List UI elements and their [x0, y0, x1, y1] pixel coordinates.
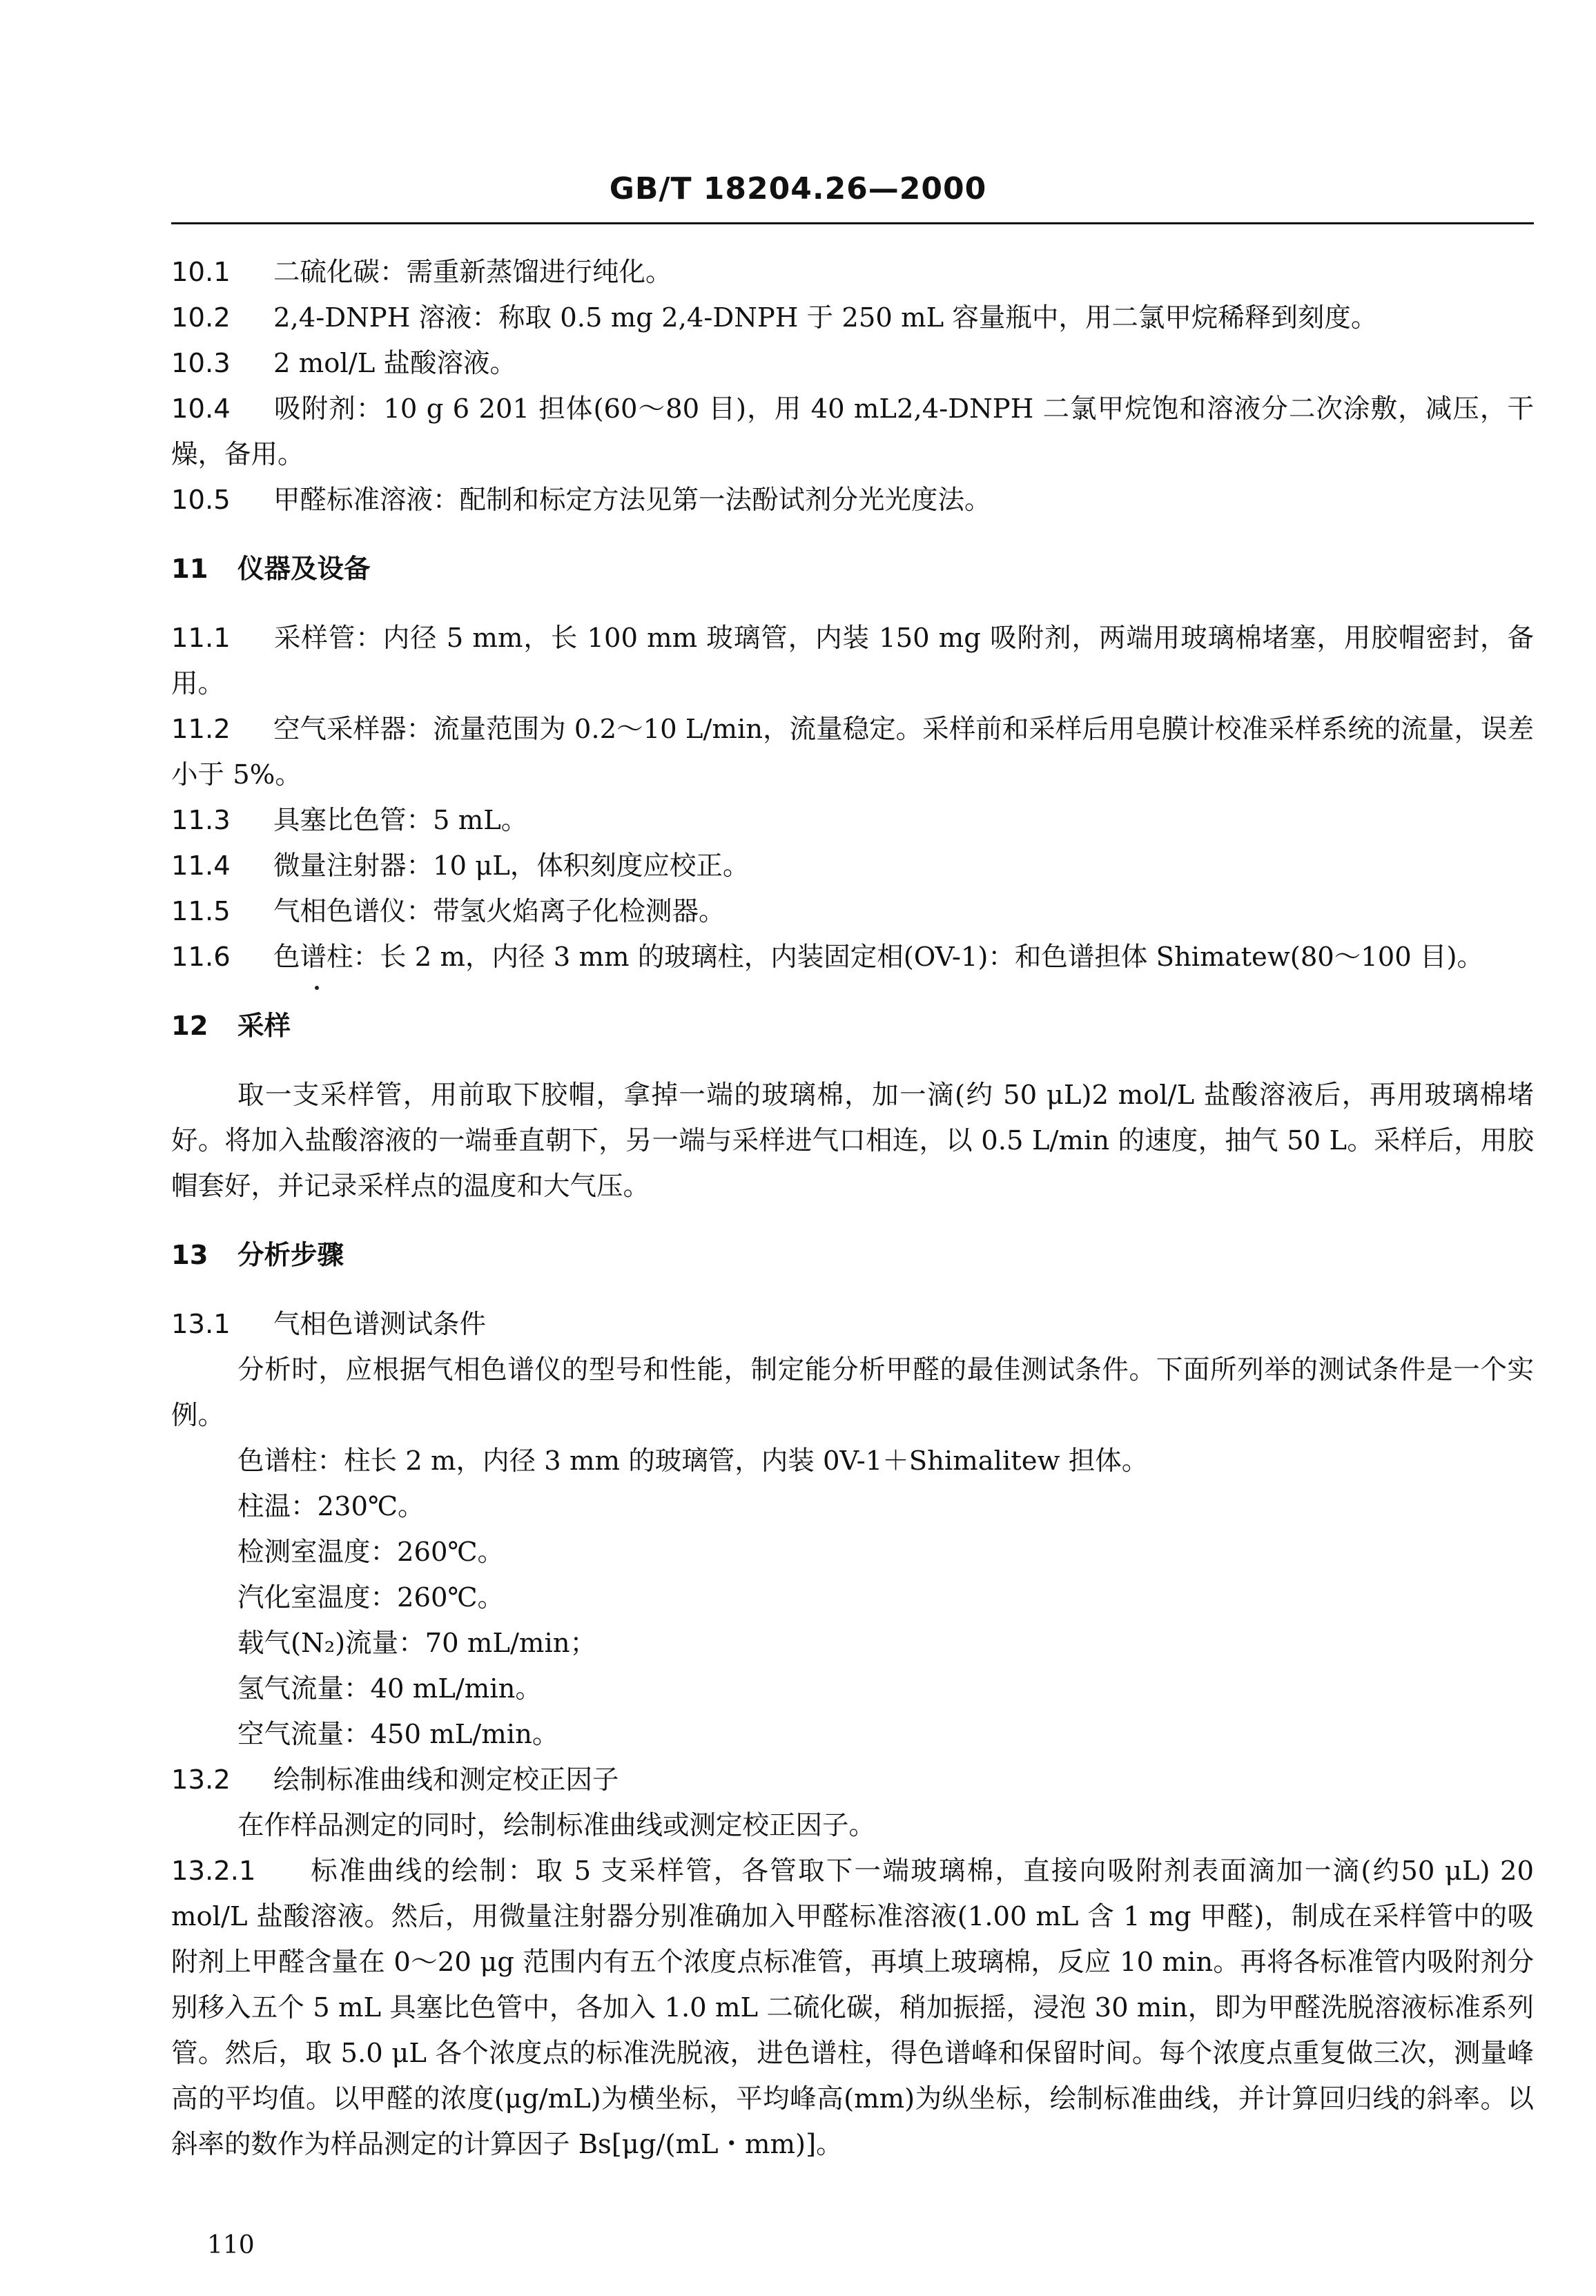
- section-number: 12: [171, 1011, 208, 1042]
- clause-text: 气相色谱测试条件: [273, 1309, 487, 1340]
- clause-10-3: [171, 341, 1534, 387]
- clause-number: 11.6: [171, 942, 231, 973]
- print-speck: [315, 986, 319, 990]
- condition-line: 载气(N₂)流量：70 mL/min；: [237, 1628, 597, 1659]
- paragraph-13-1: 分析时，应根据气相色谱仪的型号和性能，制定能分析甲醛的最佳测试条件。下面所列举的测试条件是一个实例。: [171, 1354, 1534, 1431]
- clause-text: 绘制标准曲线和测定校正因子: [273, 1764, 619, 1796]
- clause-13-2: [171, 1758, 1534, 1803]
- section-11-heading: [171, 547, 1534, 592]
- page-number: 110: [207, 2231, 255, 2259]
- condition-line: 色谱柱：柱长 2 m，内径 3 mm 的玻璃管，内装 0V-1＋Shimalitew 担体。: [237, 1446, 1149, 1477]
- clause-number: 13.2: [171, 1764, 231, 1796]
- clause-13-2-1: [171, 1849, 1534, 2168]
- paragraph-12: 取一支采样管，用前取下胶帽，拿掉一端的玻璃棉，加一滴(约 50 μL)2 mol/L 盐酸溶液后，再用玻璃棉堵好。将加入盐酸溶液的一端垂直朝下，另一端与采样进气口相连，以 0.5 L/min 的速度，抽气 50 L。采样后，用胶帽套好，并记录采样点的温度和大气压。: [171, 1080, 1534, 1202]
- condition-line: 氢气流量：40 mL/min。: [237, 1673, 542, 1704]
- clause-11-1: [171, 616, 1534, 707]
- clause-text: 吸附剂：10 g 6 201 担体(60～80 目)，用 40 mL2,4-DNPH 二氯甲烷饱和溶液分二次涂敷，减压，干燥，备用。: [171, 393, 1534, 470]
- clause-text: 2 mol/L 盐酸溶液。: [273, 348, 517, 379]
- clause-number: 11.2: [171, 714, 231, 745]
- condition-line: 汽化室温度：260℃。: [237, 1582, 505, 1613]
- section-title: 分析步骤: [237, 1240, 344, 1271]
- page-content: [171, 250, 1534, 2168]
- clause-11-2: [171, 707, 1534, 798]
- clause-10-2: [171, 295, 1534, 341]
- clause-10-5: [171, 478, 1534, 523]
- clause-11-4: [171, 844, 1534, 889]
- clause-10-4: [171, 387, 1534, 478]
- clause-text: 气相色谱仪：带氢火焰离子化检测器。: [273, 896, 726, 927]
- clause-10-1: [171, 250, 1534, 295]
- clause-number: 10.2: [171, 302, 231, 333]
- clause-11-6: [171, 935, 1534, 980]
- clause-text: 色谱柱：长 2 m，内径 3 mm 的玻璃柱，内装固定相(OV-1)：和色谱担体 Shimatew(80～100 目)。: [273, 942, 1484, 973]
- clause-number: 13.2.1: [171, 1856, 256, 1887]
- clause-text: 空气采样器：流量范围为 0.2～10 L/min，流量稳定。采样前和采样后用皂膜计校准采样系统的流量，误差小于 5%。: [171, 714, 1534, 790]
- clause-13-1: [171, 1302, 1534, 1348]
- section-number: 11: [171, 554, 208, 585]
- clause-11-5: [171, 889, 1534, 935]
- clause-text: 具塞比色管：5 mL。: [273, 805, 528, 836]
- section-title: 仪器及设备: [237, 554, 371, 585]
- clause-text: 采样管：内径 5 mm，长 100 mm 玻璃管，内装 150 mg 吸附剂，两端用玻璃棉堵塞，用胶帽密封，备用。: [171, 623, 1534, 699]
- section-number: 13: [171, 1240, 208, 1271]
- clause-number: 11.5: [171, 896, 231, 927]
- header-rule: [171, 222, 1534, 224]
- clause-number: 10.1: [171, 257, 231, 288]
- section-title: 采样: [237, 1011, 291, 1042]
- clause-11-3: [171, 798, 1534, 844]
- clause-number: 11.4: [171, 850, 231, 882]
- condition-line: 柱温：230℃。: [237, 1491, 425, 1522]
- condition-line: 检测室温度：260℃。: [237, 1537, 505, 1568]
- clause-number: 10.4: [171, 393, 231, 425]
- clause-text: 二硫化碳：需重新蒸馏进行纯化。: [273, 257, 672, 288]
- clause-number: 10.5: [171, 485, 231, 516]
- clause-number: 11.3: [171, 805, 231, 836]
- paragraph-13-2: 在作样品测定的同时，绘制标准曲线或测定校正因子。: [237, 1810, 876, 1841]
- section-12-heading: [171, 1004, 1534, 1049]
- clause-number: 10.3: [171, 348, 231, 379]
- standard-header: GB/T 18204.26—2000: [609, 171, 987, 206]
- clause-text: 标准曲线的绘制：取 5 支采样管，各管取下一端玻璃棉，直接向吸附剂表面滴加一滴(约50 μL) 20 mol/L 盐酸溶液。然后，用微量注射器分别准确加入甲醛标准溶液(1.00 mL 含 1 mg 甲醛)，制成在采样管中的吸附剂上甲醛含量在 0～20 μg 范围内有五个浓度点标准管，再填上玻璃棉，反应 10 min。再将各标准管内吸附剂分别移入五个 5 mL 具塞比色管中，各加入 1.0 mL 二硫化碳，稍加振摇，浸泡 30 min，即为甲醛洗脱溶液标准系列管。然后，取 5.0 μL 各个浓度点的标准洗脱液，进色谱柱，得色谱峰和保留时间。每个浓度点重复做三次，测量峰高的平均值。以甲醛的浓度(μg/mL)为横坐标，平均峰高(mm)为纵坐标，绘制标准曲线，并计算回归线的斜率。以斜率的数作为样品测定的计算因子 Bs[μg/(mL・mm)]。: [171, 1856, 1534, 2160]
- clause-number: 11.1: [171, 623, 231, 654]
- clause-number: 13.1: [171, 1309, 231, 1340]
- clause-text: 微量注射器：10 μL，体积刻度应校正。: [273, 850, 750, 882]
- clause-text: 甲醛标准溶液：配制和标定方法见第一法酚试剂分光光度法。: [273, 485, 991, 516]
- condition-line: 空气流量：450 mL/min。: [237, 1719, 559, 1750]
- section-13-heading: [171, 1233, 1534, 1278]
- clause-text: 2,4-DNPH 溶液：称取 0.5 mg 2,4-DNPH 于 250 mL 容量瓶中，用二氯甲烷稀释到刻度。: [273, 302, 1378, 333]
